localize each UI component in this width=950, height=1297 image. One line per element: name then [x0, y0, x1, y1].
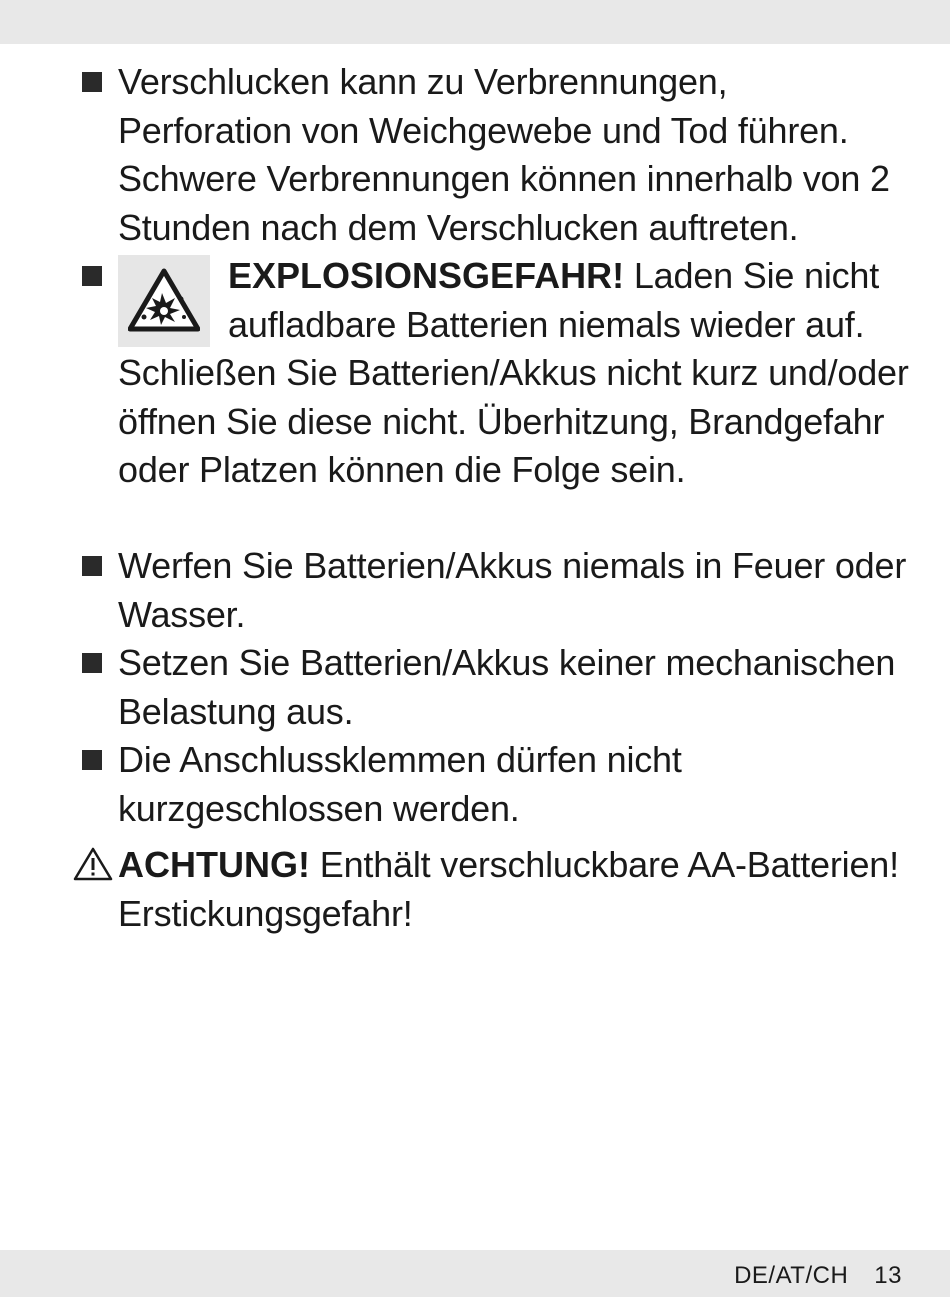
bullet-square-icon — [82, 653, 102, 673]
safety-instructions — [0, 58, 950, 938]
list-item — [0, 736, 950, 833]
list-item — [0, 58, 950, 252]
warning-note — [0, 841, 950, 938]
list-item — [0, 542, 950, 639]
warning-triangle-icon — [73, 846, 113, 882]
item-text: Verschlucken kann zu Verbrennungen, Perforation von Weichgewebe und Tod führen. Schwere Verbrennungen können innerhalb von 2 Stunden nach dem Verschlucken auftreten. — [118, 61, 890, 248]
item-text: Die Anschlussklemmen dürfen nicht kurzgeschlossen werden. — [118, 739, 682, 829]
warning-heading: ACHTUNG! — [118, 844, 310, 885]
bullet-square-icon — [82, 750, 102, 770]
hazard-heading: EXPLOSIONSGEFAHR! — [228, 255, 625, 296]
bullet-square-icon — [82, 72, 102, 92]
header-band — [0, 0, 950, 44]
footer-region: DE/AT/CH — [734, 1262, 849, 1289]
list-item — [0, 252, 950, 542]
bullet-square-icon — [82, 556, 102, 576]
item-text: Setzen Sie Batterien/Akkus keiner mechanischen Belastung aus. — [118, 642, 896, 732]
bullet-square-icon — [82, 266, 102, 286]
item-text: Laden Sie nicht aufladbare Batterien niemals wieder auf. Schließen Sie Batterien/Akkus nicht kurz und/oder öffnen Sie diese nicht. Überhitzung, Brandgefahr oder Platzen können die Folge sein. — [118, 255, 909, 490]
list-item — [0, 639, 950, 736]
warning-text: Enthält verschluckbare AA-Batterien! Erstickungsgefahr! — [118, 844, 899, 934]
explosion-hazard-icon — [118, 255, 210, 347]
page-footer — [734, 1262, 902, 1290]
page-number: 13 — [874, 1262, 902, 1289]
item-text: Werfen Sie Batterien/Akkus niemals in Feuer oder Wasser. — [118, 545, 907, 635]
